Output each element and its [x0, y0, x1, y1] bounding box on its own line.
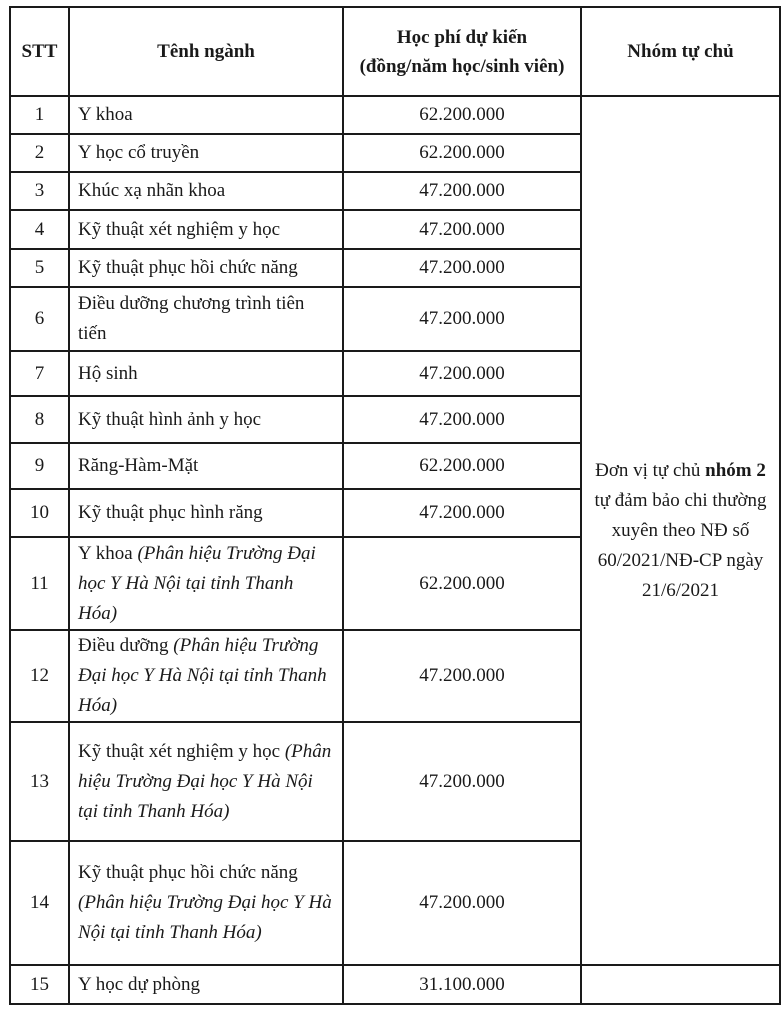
tuition-fee-table	[9, 6, 781, 1005]
cell-tuition-fee: 47.200.000	[343, 489, 581, 537]
header-stt: STT	[10, 7, 69, 96]
table-row	[10, 96, 780, 134]
cell-program-name	[69, 172, 343, 210]
cell-program-name	[69, 443, 343, 489]
cell-stt: 13	[10, 722, 69, 841]
cell-program-name	[69, 841, 343, 965]
cell-program-name	[69, 489, 343, 537]
cell-stt: 3	[10, 172, 69, 210]
program-name: Kỹ thuật phục hình răng	[78, 502, 263, 523]
program-name: Y học cổ truyền	[78, 142, 200, 163]
program-campus-note: (Phân hiệu Trường Đại học Y Hà Nội tại tỉnh Thanh Hóa)	[78, 635, 327, 716]
cell-tuition-fee: 62.200.000	[343, 96, 581, 134]
cell-stt: 14	[10, 841, 69, 965]
cell-tuition-fee: 47.200.000	[343, 249, 581, 287]
cell-tuition-fee: 62.200.000	[343, 134, 581, 172]
program-campus-note: (Phân hiệu Trường Đại học Y Hà Nội tại tỉnh Thanh Hóa)	[78, 892, 332, 943]
cell-stt: 10	[10, 489, 69, 537]
cell-program-name	[69, 396, 343, 443]
cell-autonomy-group	[581, 96, 780, 965]
cell-program-name	[69, 537, 343, 630]
cell-stt: 11	[10, 537, 69, 630]
program-name: Kỹ thuật hình ảnh y học	[78, 408, 262, 430]
cell-tuition-fee: 47.200.000	[343, 396, 581, 443]
program-name: Khúc xạ nhãn khoa	[78, 180, 226, 201]
table-row	[10, 965, 780, 1004]
cell-stt: 7	[10, 351, 69, 396]
program-name: Kỹ thuật phục hồi chức năng	[78, 862, 298, 883]
autonomy-group-description: tự đảm bảo chi thường xuyên theo NĐ số 60/2021/NĐ-CP ngày 21/6/2021	[594, 489, 767, 601]
cell-program-name	[69, 351, 343, 396]
program-name: Y khoa	[78, 542, 133, 564]
cell-tuition-fee: 47.200.000	[343, 210, 581, 249]
cell-tuition-fee: 47.200.000	[343, 841, 581, 965]
cell-tuition-fee: 47.200.000	[343, 722, 581, 841]
cell-program-name	[69, 249, 343, 287]
cell-tuition-fee: 47.200.000	[343, 351, 581, 396]
cell-program-name	[69, 287, 343, 351]
cell-tuition-fee: 62.200.000	[343, 443, 581, 489]
cell-stt: 15	[10, 965, 69, 1004]
program-name: Kỹ thuật xét nghiệm y học	[78, 218, 281, 240]
header-group: Nhóm tự chủ	[581, 7, 780, 96]
program-name: Y học dự phòng	[78, 973, 200, 995]
cell-program-name	[69, 134, 343, 172]
cell-tuition-fee: 31.100.000	[343, 965, 581, 1004]
program-campus-note: (Phân hiệu Trường Đại học Y Hà Nội tại tỉnh Thanh Hóa)	[78, 542, 316, 624]
program-campus-note: (Phân hiệu Trường Đại học Y Hà Nội tại tỉnh Thanh Hóa)	[78, 740, 332, 822]
cell-tuition-fee: 47.200.000	[343, 630, 581, 722]
cell-program-name	[69, 630, 343, 722]
cell-stt: 2	[10, 134, 69, 172]
cell-program-name	[69, 210, 343, 249]
program-name: Điều dưỡng	[78, 635, 169, 656]
program-name: Hộ sinh	[78, 362, 138, 384]
program-name: Y khoa	[78, 104, 133, 125]
program-name: Răng-Hàm-Mặt	[78, 455, 199, 476]
table-body	[10, 96, 780, 1004]
program-name: Kỹ thuật xét nghiệm y học	[78, 740, 281, 762]
header-name: Tênh ngành	[69, 7, 343, 96]
cell-tuition-fee: 47.200.000	[343, 287, 581, 351]
cell-tuition-fee: 47.200.000	[343, 172, 581, 210]
cell-program-name	[69, 96, 343, 134]
cell-autonomy-group-empty	[581, 965, 780, 1004]
program-name: Điều dưỡng chương trình tiên tiến	[78, 293, 305, 344]
cell-stt: 8	[10, 396, 69, 443]
header-row	[10, 7, 780, 96]
autonomy-group-level: nhóm 2	[705, 459, 766, 481]
autonomy-group-prefix: Đơn vị tự chủ	[595, 459, 706, 481]
cell-program-name	[69, 722, 343, 841]
cell-stt: 9	[10, 443, 69, 489]
cell-stt: 6	[10, 287, 69, 351]
cell-stt: 12	[10, 630, 69, 722]
header-fee: Học phí dự kiến (đồng/năm học/sinh viên)	[343, 7, 581, 96]
cell-stt: 1	[10, 96, 69, 134]
cell-program-name	[69, 965, 343, 1004]
cell-tuition-fee: 62.200.000	[343, 537, 581, 630]
cell-stt: 4	[10, 210, 69, 249]
cell-stt: 5	[10, 249, 69, 287]
program-name: Kỹ thuật phục hồi chức năng	[78, 257, 298, 278]
